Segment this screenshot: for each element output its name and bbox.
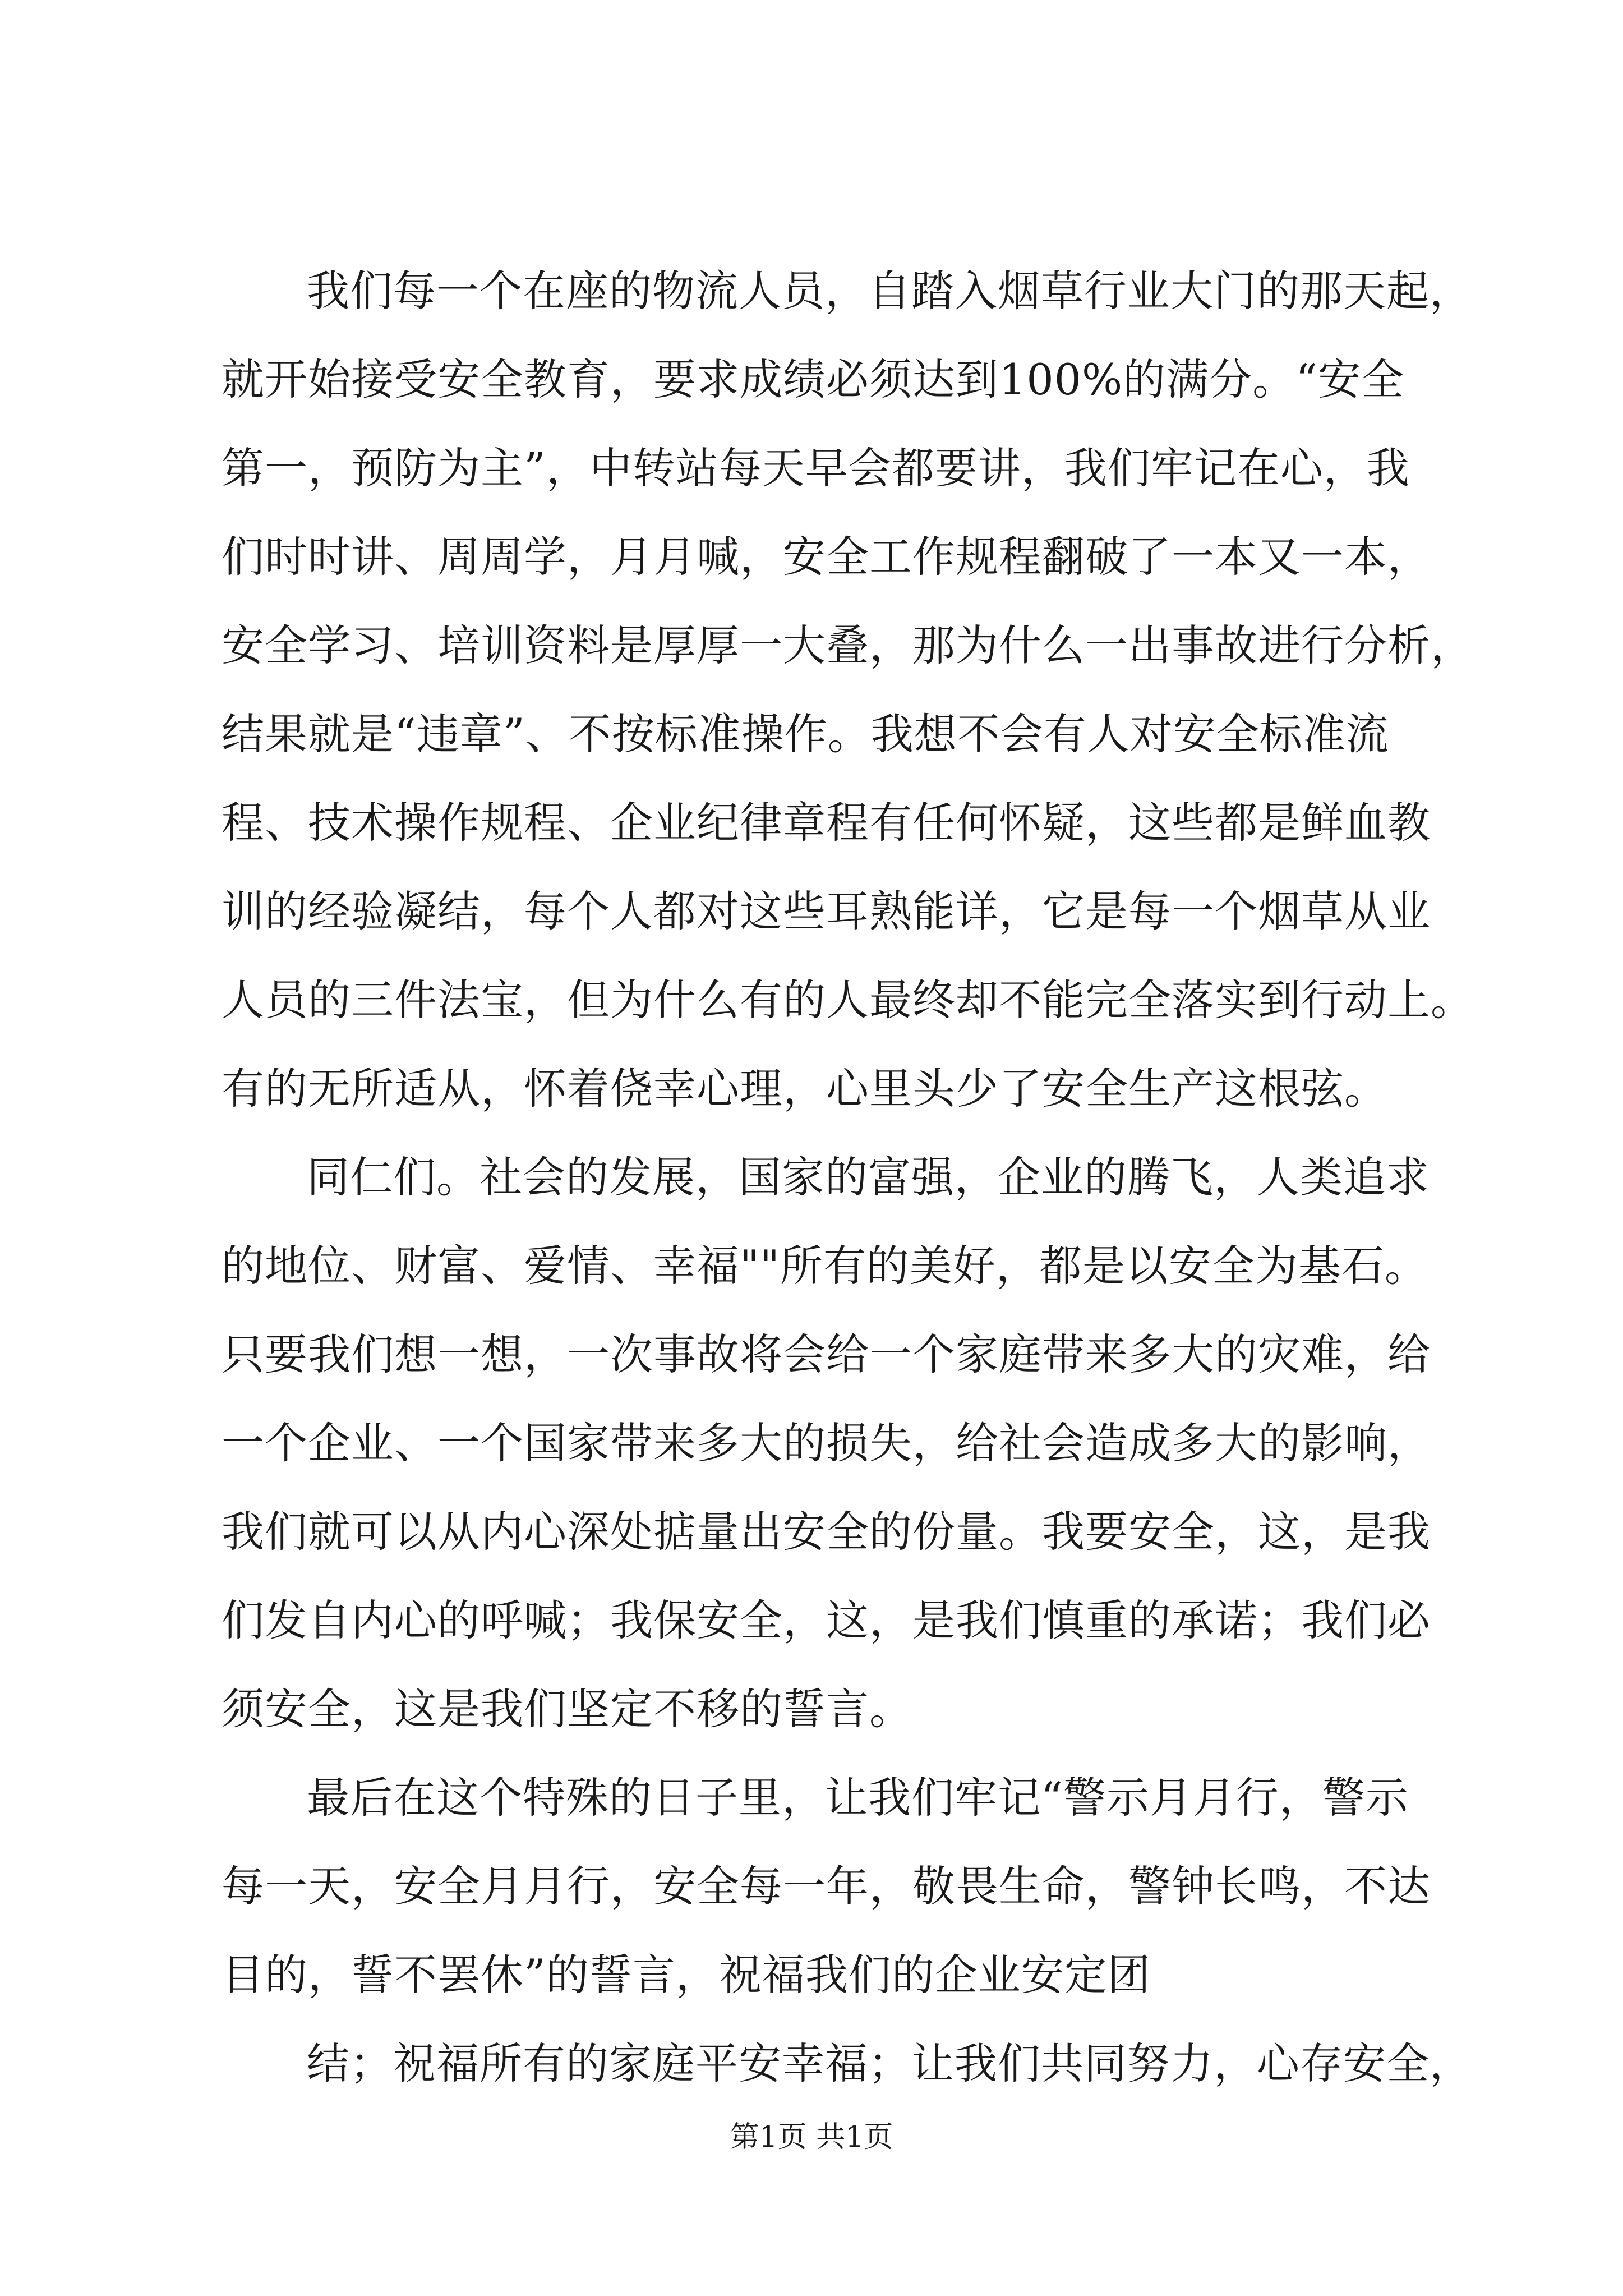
text-line: 最后在这个特殊的日子里，让我们牢记“警示月月行，警示: [307, 1773, 1409, 1823]
paragraph: [222, 2019, 1473, 2108]
text-line: 目的，誓不罢休”的誓言，祝福我们的企业安定团: [222, 1950, 1151, 2000]
text-line: 们发自内心的呼喊；我保安全，这，是我们慎重的承诺；我们必: [222, 1595, 1431, 1645]
text-line: 训的经验凝结，每个人都对这些耳熟能详，它是每一个烟草从业: [222, 886, 1431, 936]
text-line: 一个企业、一个国家带来多大的损失，给社会造成多大的影响，: [222, 1418, 1431, 1468]
page-footer: 第1页 共1页: [730, 2120, 893, 2154]
text-line: 我们就可以从内心深处掂量出安全的份量。我要安全，这，是我: [222, 1507, 1431, 1557]
document-body: [222, 247, 1474, 2108]
text-line: 每一天，安全月月行，安全每一年，敬畏生命，警钟长鸣，不达: [222, 1861, 1431, 1911]
text-line: 只要我们想一想，一次事故将会给一个家庭带来多大的灾难，给: [222, 1329, 1431, 1379]
text-line: 的地位、财富、爱情、幸福""所有的美好，都是以安全为基石。: [222, 1241, 1428, 1291]
text-line: 人员的三件法宝，但为什么有的人最终却不能完全落实到行动上。: [222, 975, 1474, 1025]
text-line: 第一，预防为主”，中转站每天早会都要讲，我们牢记在心，我: [222, 443, 1410, 493]
text-line: 安全学习、培训资料是厚厚一大叠，那为什么一出事故进行分析，: [222, 620, 1474, 670]
text-line: 结；祝福所有的家庭平安幸福；让我们共同努力，心存安全，: [307, 2039, 1473, 2088]
text-line: 就开始接受安全教育，要求成绩必须达到100%的满分。“安全: [222, 355, 1405, 404]
text-line: 有的无所适从，怀着侥幸心理，心里头少了安全生产这根弦。: [222, 1064, 1387, 1114]
text-line: 结果就是“违章”、不按标准操作。我想不会有人对安全标准流: [222, 709, 1389, 759]
paragraph: [222, 1133, 1431, 1754]
text-line: 同仁们。社会的发展，国家的富强，企业的腾飞，人类追求: [307, 1152, 1430, 1202]
text-line: 们时时讲、周周学，月月喊，安全工作规程翻破了一本又一本，: [222, 532, 1431, 582]
text-line: 程、技术操作规程、企业纪律章程有任何怀疑，这些都是鲜血教: [222, 798, 1431, 848]
paragraph: [222, 1754, 1431, 2019]
paragraph: [222, 247, 1474, 1133]
text-line: 须安全，这是我们坚定不移的誓言。: [222, 1684, 912, 1734]
text-line: 我们每一个在座的物流人员，自踏入烟草行业大门的那天起，: [307, 266, 1473, 316]
